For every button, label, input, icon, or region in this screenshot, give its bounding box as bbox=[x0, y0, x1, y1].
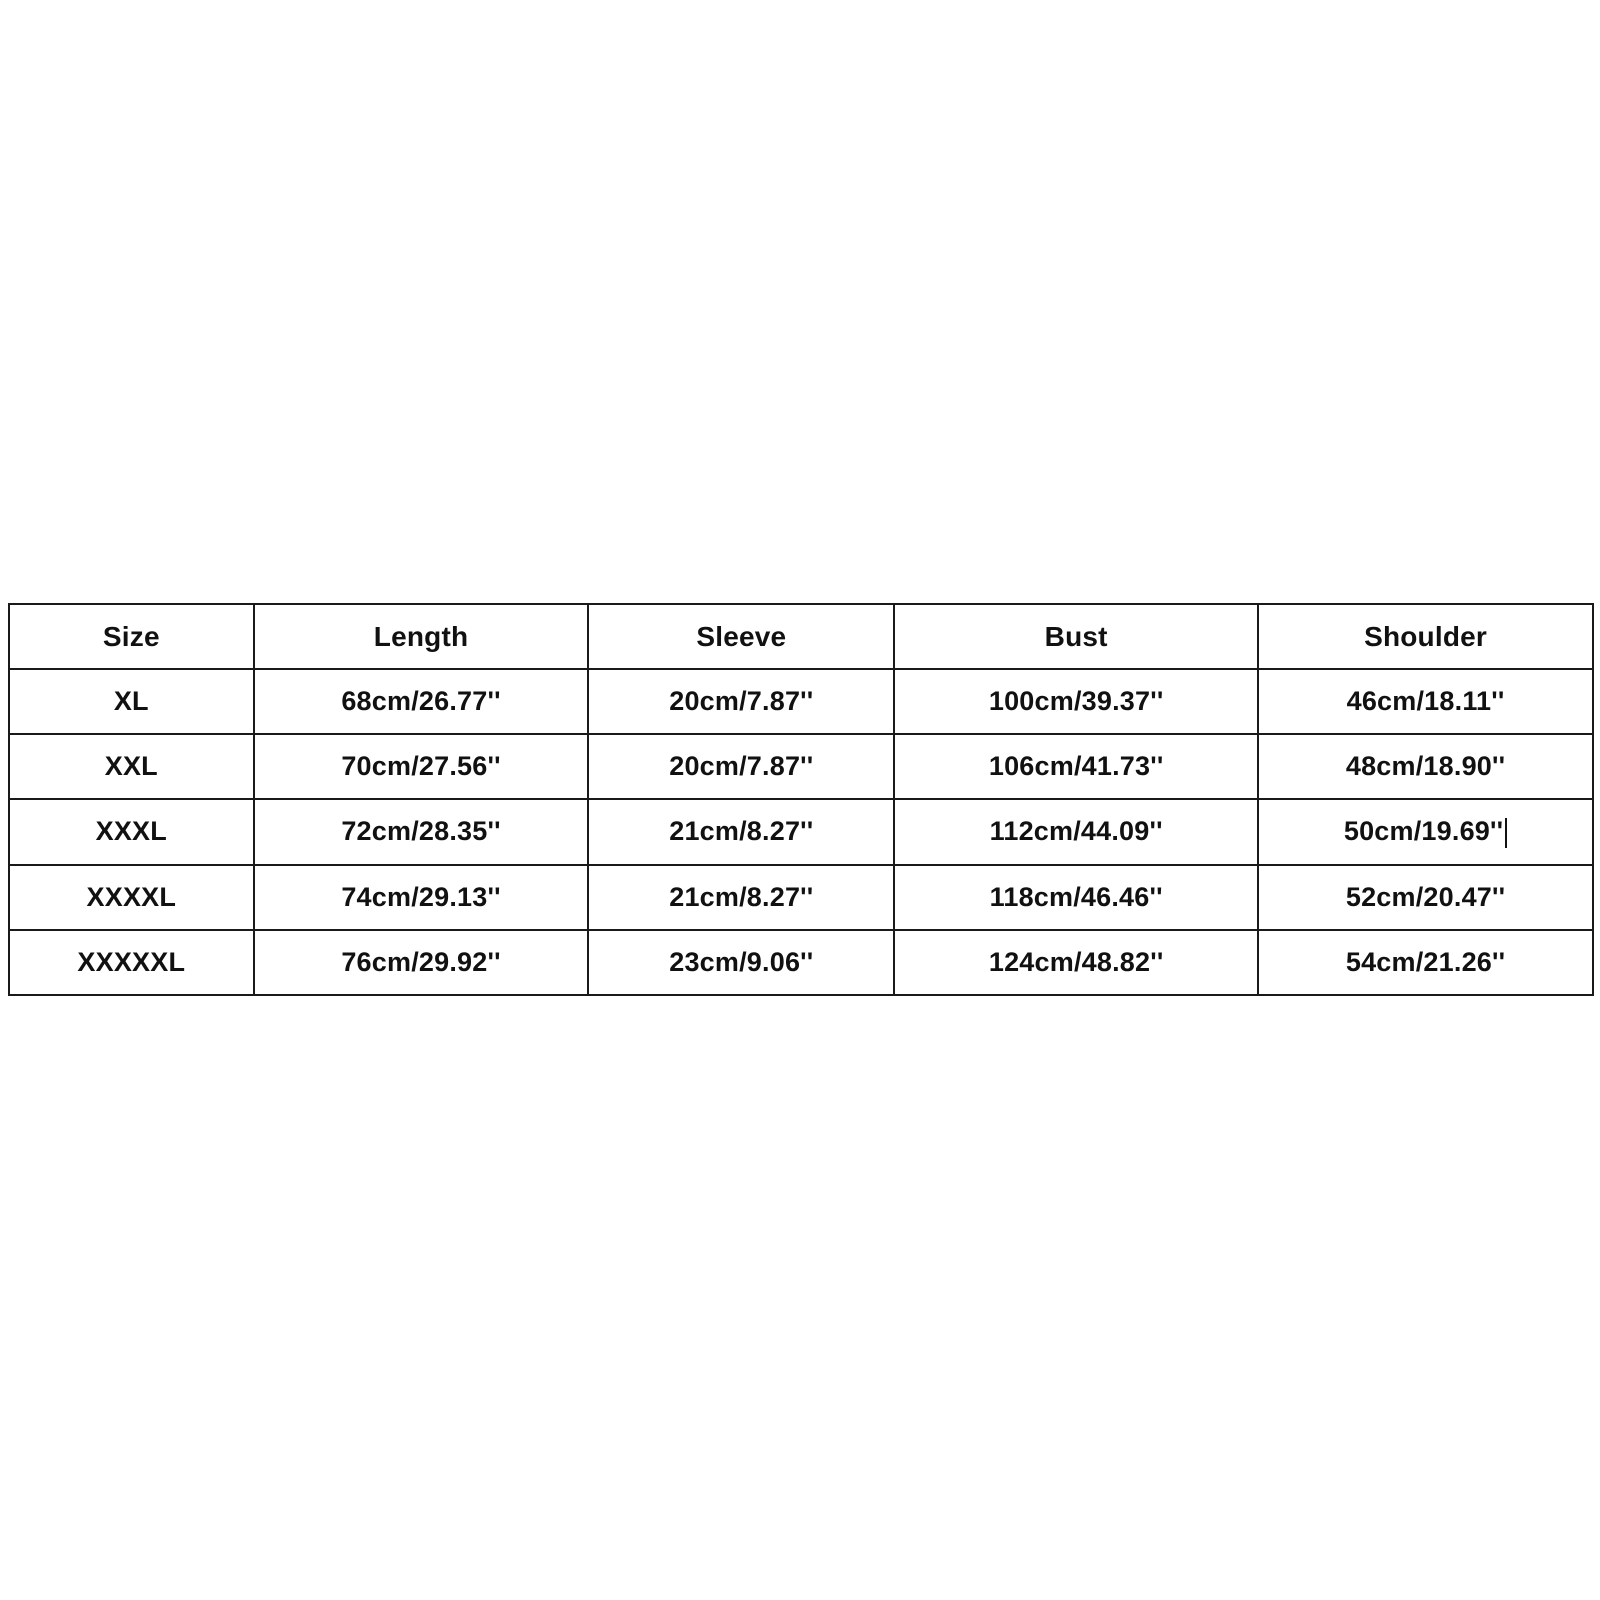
table-row bbox=[9, 734, 1593, 799]
cell-sleeve: 20cm/7.87'' bbox=[588, 734, 894, 799]
header-sleeve: Sleeve bbox=[588, 604, 894, 669]
cell-size: XXXXXL bbox=[9, 930, 254, 995]
cell-size: XXXL bbox=[9, 799, 254, 864]
cell-shoulder-text: 50cm/19.69'' bbox=[1343, 816, 1504, 847]
cell-length: 74cm/29.13'' bbox=[254, 865, 589, 930]
cell-size: XL bbox=[9, 669, 254, 734]
header-bust: Bust bbox=[894, 604, 1258, 669]
cell-size: XXL bbox=[9, 734, 254, 799]
table-row bbox=[9, 865, 1593, 930]
cell-bust: 106cm/41.73'' bbox=[894, 734, 1258, 799]
table-row bbox=[9, 930, 1593, 995]
table-row bbox=[9, 669, 1593, 734]
cell-bust: 100cm/39.37'' bbox=[894, 669, 1258, 734]
cell-length: 76cm/29.92'' bbox=[254, 930, 589, 995]
cell-shoulder-with-caret[interactable] bbox=[1258, 799, 1593, 864]
table-row bbox=[9, 799, 1593, 864]
cell-bust: 118cm/46.46'' bbox=[894, 865, 1258, 930]
cell-sleeve: 21cm/8.27'' bbox=[588, 865, 894, 930]
cell-shoulder: 46cm/18.11'' bbox=[1258, 669, 1593, 734]
header-size: Size bbox=[9, 604, 254, 669]
cell-sleeve: 21cm/8.27'' bbox=[588, 799, 894, 864]
header-shoulder: Shoulder bbox=[1258, 604, 1593, 669]
header-length: Length bbox=[254, 604, 589, 669]
text-cursor bbox=[1505, 818, 1507, 848]
cell-shoulder: 54cm/21.26'' bbox=[1258, 930, 1593, 995]
cell-bust: 112cm/44.09'' bbox=[894, 799, 1258, 864]
cell-size: XXXXL bbox=[9, 865, 254, 930]
cell-shoulder: 52cm/20.47'' bbox=[1258, 865, 1593, 930]
cell-length: 68cm/26.77'' bbox=[254, 669, 589, 734]
size-chart-table bbox=[8, 603, 1594, 996]
cell-bust: 124cm/48.82'' bbox=[894, 930, 1258, 995]
cell-sleeve: 20cm/7.87'' bbox=[588, 669, 894, 734]
cell-sleeve: 23cm/9.06'' bbox=[588, 930, 894, 995]
cell-length: 70cm/27.56'' bbox=[254, 734, 589, 799]
table-header-row bbox=[9, 604, 1593, 669]
cell-length: 72cm/28.35'' bbox=[254, 799, 589, 864]
cell-shoulder: 48cm/18.90'' bbox=[1258, 734, 1593, 799]
